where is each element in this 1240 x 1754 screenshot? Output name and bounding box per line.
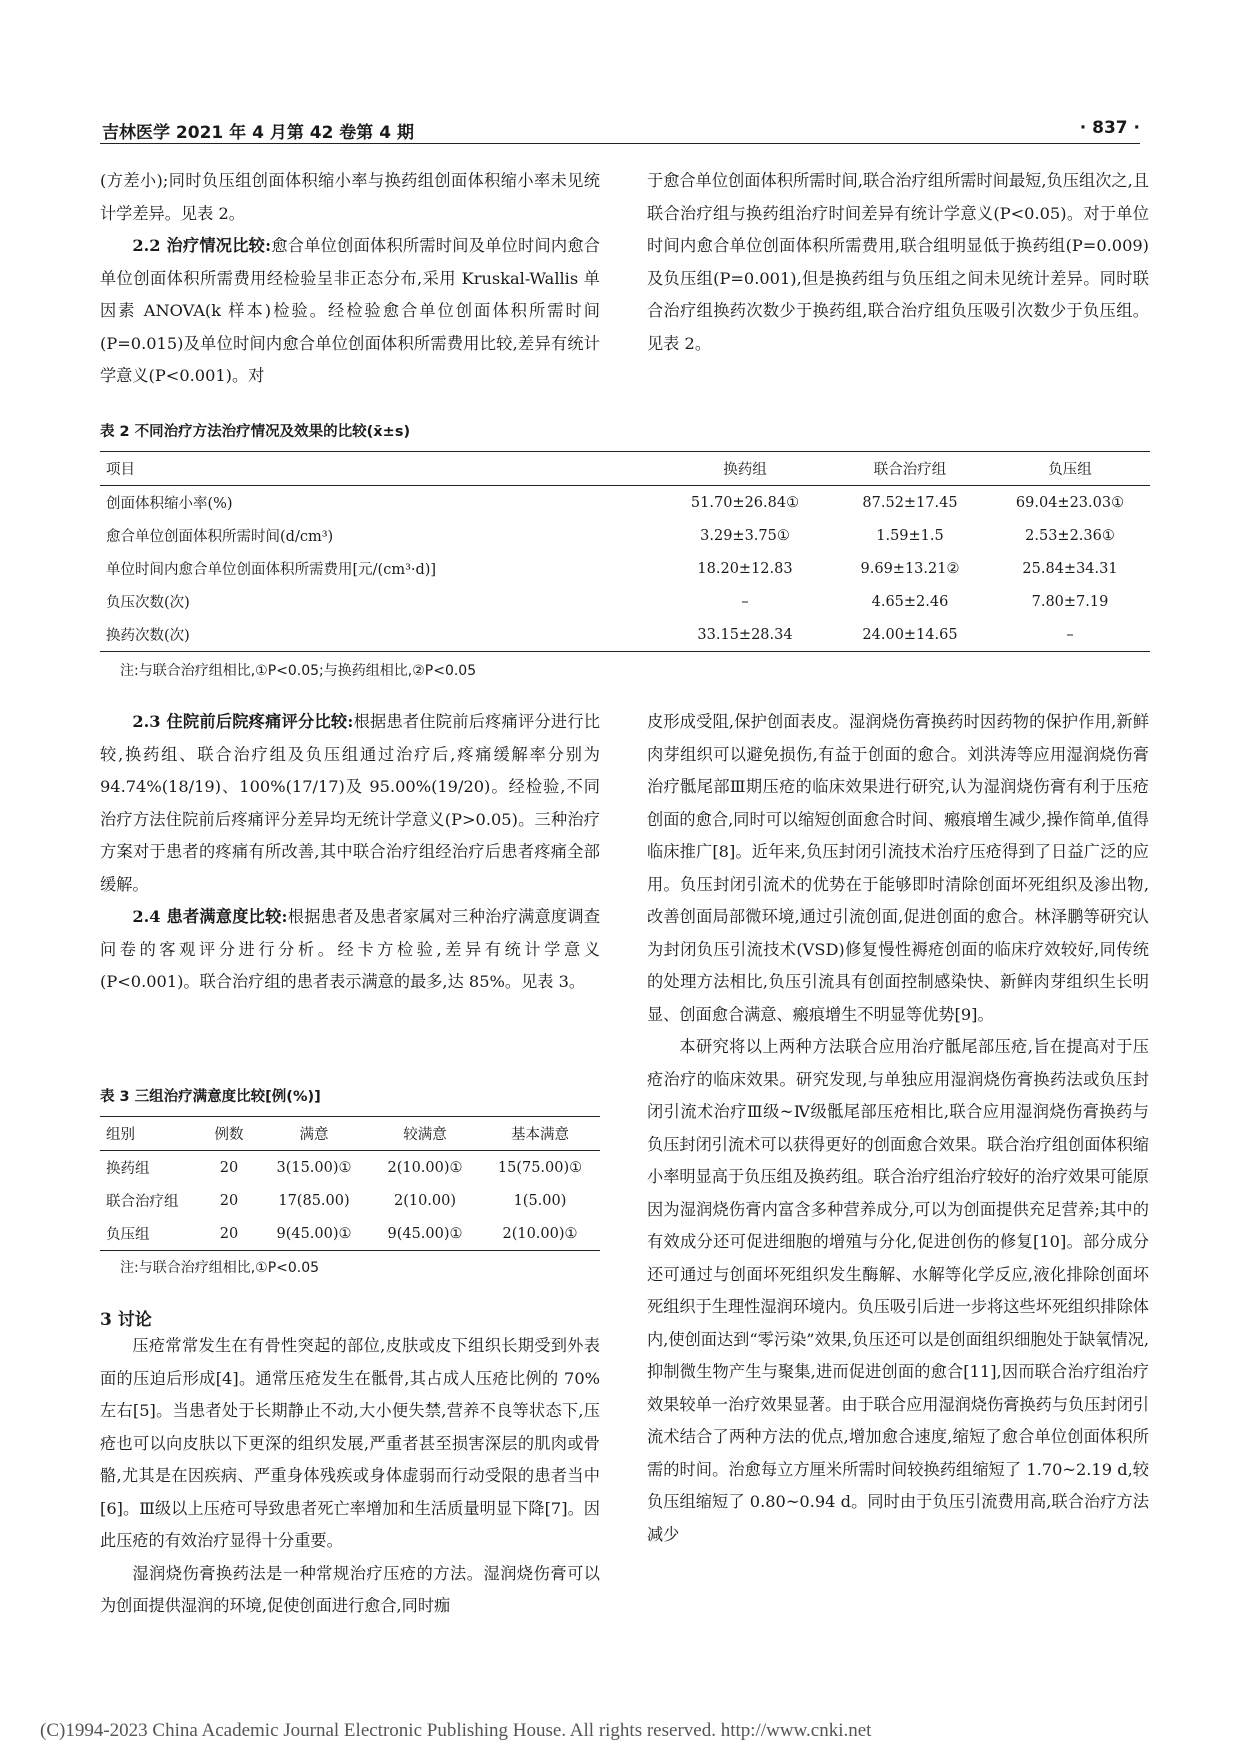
table-cell: 1(5.00) bbox=[513, 1192, 567, 1209]
table-cell: 18.20±12.83 bbox=[697, 560, 793, 577]
table-row bbox=[100, 618, 1150, 652]
table-cell: 联合治疗组 bbox=[106, 1194, 179, 1210]
table-header: 项目 bbox=[106, 462, 135, 478]
table-cell: 9.69±13.21② bbox=[860, 560, 960, 577]
paragraph: (方差小);同时负压组创面体积缩小率与换药组创面体积缩小率未见统计学差异。见表 2。 bbox=[100, 171, 600, 223]
table-header: 满意 bbox=[299, 1127, 329, 1143]
table-cell: 69.04±23.03① bbox=[1015, 494, 1125, 511]
table-header-row bbox=[100, 452, 1150, 486]
table2-note: 注:与联合治疗组相比,①P<0.05;与换药组相比,②P<0.05 bbox=[120, 663, 477, 679]
copyright-footer: (C)1994-2023 China Academic Journal Electronic Publishing House. All rights reserved. http://www.cnki.net bbox=[40, 1720, 872, 1741]
table-cell: 24.00±14.65 bbox=[862, 626, 958, 643]
paragraph: 根据患者住院前后疼痛评分进行比较,换药组、联合治疗组及负压组通过治疗后,疼痛缓解率分别为 94.74%(18/19)、100%(17/17)及 95.00%(19/20)。经检验,不同治疗方法住院前后疼痛评分差异均无统计学意义(P>0.05)。三种治疗方案对于患者的疼痛有所改善,其中联合治疗组经治疗后患者疼痛全部缓解。 bbox=[100, 712, 601, 894]
left-top-column bbox=[100, 165, 600, 393]
table-cell: 3(15.00)① bbox=[276, 1159, 352, 1176]
table-cell: 换药次数(次) bbox=[106, 628, 190, 644]
table-cell: 2(10.00) bbox=[393, 1192, 457, 1209]
left-mid-column bbox=[100, 706, 600, 999]
table-cell: 换药组 bbox=[106, 1161, 150, 1177]
journal-header: 吉林医学 2021 年 4 月第 42 卷第 4 期 bbox=[102, 123, 414, 143]
table-cell: 2(10.00)① bbox=[387, 1159, 463, 1176]
left-bottom-column bbox=[100, 1330, 600, 1623]
table-cell: 17(85.00) bbox=[278, 1192, 350, 1209]
section-heading-2-4: 2.4 患者满意度比较: bbox=[132, 907, 288, 926]
table-cell: 25.84±34.31 bbox=[1022, 560, 1118, 577]
table-cell: 20 bbox=[219, 1159, 239, 1176]
table-cell: 2(10.00)① bbox=[502, 1225, 578, 1242]
table-cell: – bbox=[1066, 626, 1074, 643]
table-cell: 负压次数(次) bbox=[106, 595, 190, 611]
paragraph: 皮形成受阻,保护创面表皮。湿润烧伤膏换药时因药物的保护作用,新鲜肉芽组织可以避免损伤,有益于创面的愈合。刘洪涛等应用湿润烧伤膏治疗骶尾部Ⅲ期压疮的临床效果进行研究,认为湿润烧伤膏有利于压疮创面的愈合,同时可以缩短创面愈合时间、瘢痕增生减少,操作简单,值得临床推广[8]。近年来,负压封闭引流技术治疗压疮得到了日益广泛的应用。负压封闭引流术的优势在于能够即时清除创面坏死组织及渗出物,改善创面局部微环境,通过引流创面,促进创面的愈合。林泽鹏等研究认为封闭负压引流技术(VSD)修复慢性褥疮创面的临床疗效较好,同传统的处理方法相比,负压引流具有创面控制感染快、新鲜肉芽组织生长明显、创面愈合满意、瘢痕增生不明显等优势[9]。 bbox=[647, 712, 1149, 1024]
table-header: 组别 bbox=[106, 1127, 135, 1143]
table2-caption: 表 2 不同治疗方法治疗情况及效果的比较(x̄±s) bbox=[100, 424, 411, 440]
table-cell: 7.80±7.19 bbox=[1031, 593, 1109, 610]
table-cell: 愈合单位创面体积所需时间(d/cm³) bbox=[106, 529, 334, 545]
table-cell: 87.52±17.45 bbox=[862, 494, 958, 511]
table-header: 较满意 bbox=[403, 1127, 447, 1143]
table-cell: 9(45.00)① bbox=[276, 1225, 352, 1242]
table3-caption: 表 3 三组治疗满意度比较[例(%)] bbox=[100, 1089, 321, 1105]
table3 bbox=[100, 1116, 600, 1251]
table-row bbox=[100, 1217, 600, 1251]
table-cell: 创面体积缩小率(%) bbox=[106, 496, 233, 512]
paragraph: 根据患者及患者家属对三种治疗满意度调查问卷的客观评分进行分析。经卡方检验,差异有统计学意义(P<0.001)。联合治疗组的患者表示满意的最多,达 85%。见表 3。 bbox=[100, 907, 601, 991]
table-cell: – bbox=[741, 593, 749, 610]
table-cell: 1.59±1.5 bbox=[876, 527, 944, 544]
table-header: 联合治疗组 bbox=[873, 462, 947, 478]
section-heading-2-3: 2.3 住院前后院疼痛评分比较: bbox=[132, 712, 354, 731]
table2 bbox=[100, 451, 1150, 652]
paragraph: 于愈合单位创面体积所需时间,联合治疗组所需时间最短,负压组次之,且联合治疗组与换药组治疗时间差异有统计学意义(P<0.05)。对于单位时间内愈合单位创面体积所需费用,联合组明显低于换药组(P=0.009)及负压组(P=0.001),但是换药组与负压组之间未见统计差异。同时联合治疗组换药次数少于换药组,联合治疗组负压吸引次数少于负压组。见表 2。 bbox=[647, 171, 1149, 353]
right-mid-column bbox=[647, 706, 1149, 1551]
table-row bbox=[100, 519, 1150, 552]
table-row bbox=[100, 1184, 600, 1217]
table-header: 基本满意 bbox=[511, 1127, 569, 1143]
table-header: 负压组 bbox=[1048, 462, 1092, 478]
table-header-row bbox=[100, 1117, 600, 1151]
table-row bbox=[100, 486, 1150, 520]
table-cell: 20 bbox=[219, 1225, 239, 1242]
table-cell: 33.15±28.34 bbox=[697, 626, 793, 643]
table-cell: 3.29±3.75① bbox=[700, 527, 790, 544]
paragraph: 愈合单位创面体积所需时间及单位时间内愈合单位创面体积所需费用经检验呈非正态分布,采用 Kruskal-Wallis 单因素 ANOVA(k 样本)检验。经检验愈合单位创面体积所需时间(P=0.015)及单位时间内愈合单位创面体积所需费用比较,差异有统计学意义(P<0.001)。对 bbox=[100, 236, 600, 385]
right-top-column bbox=[647, 165, 1149, 360]
section-heading-3: 3 讨论 bbox=[100, 1310, 152, 1330]
paragraph: 本研究将以上两种方法联合应用治疗骶尾部压疮,旨在提高对于压疮治疗的临床效果。研究发现,与单独应用湿润烧伤膏换药法或负压封闭引流术治疗Ⅲ级~Ⅳ级骶尾部压疮相比,联合应用湿润烧伤膏换药与负压封闭引流术可以获得更好的创面愈合效果。联合治疗组创面体积缩小率明显高于负压组及换药组。联合治疗组治疗较好的治疗效果可能原因为湿润烧伤膏内富含多种营养成分,可以为创面提供充足营养;其中的有效成分还可促进细胞的增殖与分化,促进创伤的修复[10]。部分成分还可通过与创面坏死组织发生酶解、水解等化学反应,液化排除创面坏死组织于生理性湿润环境内。负压吸引后进一步将这些坏死组织排除体内,使创面达到“零污染”效果,负压还可以是创面组织细胞处于缺氧情况,抑制微生物产生与聚集,进而促进创面的愈合[11],因而联合治疗组治疗效果较单一治疗效果显著。由于联合应用湿润烧伤膏换药与负压封闭引流术结合了两种方法的优点,增加愈合速度,缩短了愈合单位创面体积所需的时间。治愈每立方厘米所需时间较换药组缩短了 1.70~2.19 d,较负压组缩短了 0.80~0.94 d。同时由于负压引流费用高,联合治疗方法减少 bbox=[647, 1037, 1149, 1544]
table-cell: 4.65±2.46 bbox=[871, 593, 949, 610]
table-cell: 负压组 bbox=[106, 1227, 150, 1243]
paragraph: 湿润烧伤膏换药法是一种常规治疗压疮的方法。湿润烧伤膏可以为创面提供湿润的环境,促使创面进行愈合,同时痂 bbox=[100, 1563, 600, 1615]
section-heading-2-2: 2.2 治疗情况比较: bbox=[132, 236, 272, 255]
table-cell: 20 bbox=[219, 1192, 239, 1209]
table-header: 例数 bbox=[214, 1127, 244, 1143]
table-header: 换药组 bbox=[723, 462, 767, 478]
table-row bbox=[100, 1151, 600, 1185]
table-cell: 51.70±26.84① bbox=[690, 494, 800, 511]
table-row bbox=[100, 585, 1150, 618]
header-rule bbox=[100, 143, 1140, 144]
table-cell: 9(45.00)① bbox=[387, 1225, 463, 1242]
table-cell: 15(75.00)① bbox=[497, 1159, 583, 1176]
paragraph: 压疮常常发生在有骨性突起的部位,皮肤或皮下组织长期受到外表面的压迫后形成[4]。通常压疮发生在骶骨,其占成人压疮比例的 70%左右[5]。当患者处于长期静止不动,大小便失禁,营养不良等状态下,压疮也可以向皮肤以下更深的组织发展,严重者甚至损害深层的肌肉或骨骼,尤其是在因疾病、严重身体残疾或身体虚弱而行动受限的患者当中[6]。Ⅲ级以上压疮可导致患者死亡率增加和生活质量明显下降[7]。因此压疮的有效治疗显得十分重要。 bbox=[100, 1336, 600, 1550]
table3-note: 注:与联合治疗组相比,①P<0.05 bbox=[120, 1260, 320, 1276]
table-cell: 单位时间内愈合单位创面体积所需费用[元/(cm³·d)] bbox=[106, 562, 437, 578]
table-cell: 2.53±2.36① bbox=[1025, 527, 1115, 544]
page-number: · 837 · bbox=[1079, 118, 1140, 138]
table-row bbox=[100, 552, 1150, 585]
